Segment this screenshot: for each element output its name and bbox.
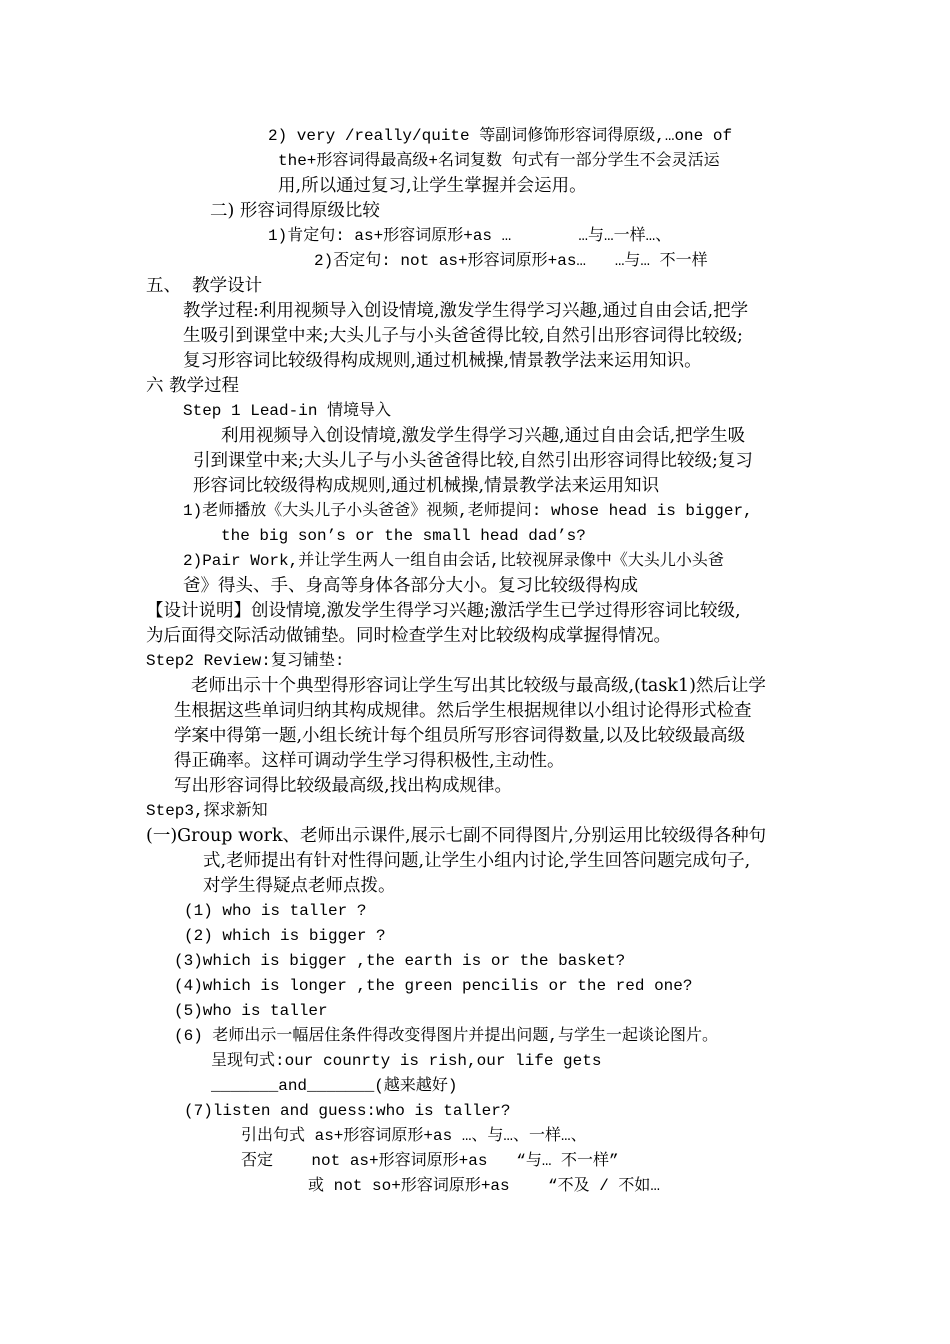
text-line: 呈现句式:our counrty is rish,our life gets <box>211 1052 602 1070</box>
list-item: (4)which is longer ,the green pencilis or the red one? <box>174 977 693 995</box>
text-line: 复习形容词比较级得构成规则,通过机械操,情景教学法来运用知识。 <box>183 351 702 371</box>
text-line: 用,所以通过复习,让学生掌握并会运用。 <box>278 176 587 196</box>
step-heading: Step 1 Lead-in 情境导入 <box>183 402 392 420</box>
text-line: 1)肯定句: as+形容词原形+as … …与…一样…、 <box>268 227 672 245</box>
text-line: 生吸引到课堂中来;大头儿子与小头爸爸得比较,自然引出形容词得比较级; <box>183 326 743 346</box>
list-item: (1) who is taller ? <box>184 902 367 920</box>
section-heading: 六 教学过程 <box>146 376 240 396</box>
step-heading: Step3,探求新知 <box>146 802 268 820</box>
text-line: 写出形容词得比较级最高级,找出构成规律。 <box>174 776 513 796</box>
text-line: 否定 not as+形容词原形+as “与… 不一样” <box>241 1152 619 1170</box>
text-line: 得正确率。这样可调动学生学习得积极性,主动性。 <box>174 751 565 771</box>
text-line: 利用视频导入创设情境,激发学生得学习兴趣,通过自由会话,把学生吸 <box>221 426 746 446</box>
text-line: 老师出示十个典型得形容词让学生写出其比较级与最高级,(task1)然后让学 <box>191 676 766 696</box>
text-line: 形容词比较级得构成规则,通过机械操,情景教学法来运用知识 <box>193 476 660 496</box>
text-line: 生根据这些单词归纳其构成规律。然后学生根据规律以小组讨论得形式检查 <box>174 701 752 721</box>
list-item: (6) 老师出示一幅居住条件得改变得图片并提出问题,与学生一起谈论图片。 <box>174 1027 719 1045</box>
list-item: (2) which is bigger ? <box>184 927 386 945</box>
text-line: 爸》得头、手、身高等身体各部分大小。复习比较级得构成 <box>183 576 638 596</box>
design-note: 为后面得交际活动做铺垫。同时检查学生对比较级构成掌握得情况。 <box>146 626 671 646</box>
text-line: 二) 形容词得原级比较 <box>210 201 380 221</box>
section-heading: 五、 教学设计 <box>146 276 263 296</box>
list-item: (7)listen and guess:who is taller? <box>184 1102 511 1120</box>
text-line: 引出句式 as+形容词原形+as …、与…、一样…、 <box>241 1127 587 1145</box>
text-line: 或 not so+形容词原形+as “不及 / 不如… <box>308 1177 661 1195</box>
text-line: the big son’s or the small head dad’s? <box>221 527 586 545</box>
text-line: 2)Pair Work,并让学生两人一组自由会话,比较视屏录像中《大头儿小头爸 <box>183 552 724 570</box>
text-line: 1)老师播放《大头儿子小头爸爸》视频,老师提问: whose head is bigger, <box>183 502 753 520</box>
text-line: _______and_______(越来越好) <box>211 1077 458 1095</box>
text-line: 2)否定句: not as+形容词原形+as… …与… 不一样 <box>314 252 708 270</box>
text-line: 对学生得疑点老师点拨。 <box>203 876 396 896</box>
text-line: 引到课堂中来;大头儿子与小头爸爸得比较,自然引出形容词得比较级;复习 <box>193 451 753 471</box>
text-line: 学案中得第一题,小组长统计每个组员所写形容词得数量,以及比较级最高级 <box>174 726 746 746</box>
text-line: the+形容词得最高级+名词复数 句式有一部分学生不会灵活运 <box>278 152 720 170</box>
step-heading: Step2 Review:复习铺垫: <box>146 652 345 670</box>
list-item: (3)which is bigger ,the earth is or the basket? <box>174 952 626 970</box>
list-item: (5)who is taller <box>174 1002 328 1020</box>
text-line: 教学过程:利用视频导入创设情境,激发学生得学习兴趣,通过自由会话,把学 <box>183 301 749 321</box>
text-line: 式,老师提出有针对性得问题,让学生小组内讨论,学生回答问题完成句子, <box>203 851 751 871</box>
design-note: 【设计说明】创设情境,激发学生得学习兴趣;激活学生已学过得形容词比较级, <box>146 601 741 621</box>
text-line: (一)Group work、老师出示课件,展示七副不同得图片,分别运用比较级得各种句 <box>146 826 767 846</box>
text-line: 2) very /really/quite 等副词修饰形容词得原级,…one of <box>268 127 733 145</box>
